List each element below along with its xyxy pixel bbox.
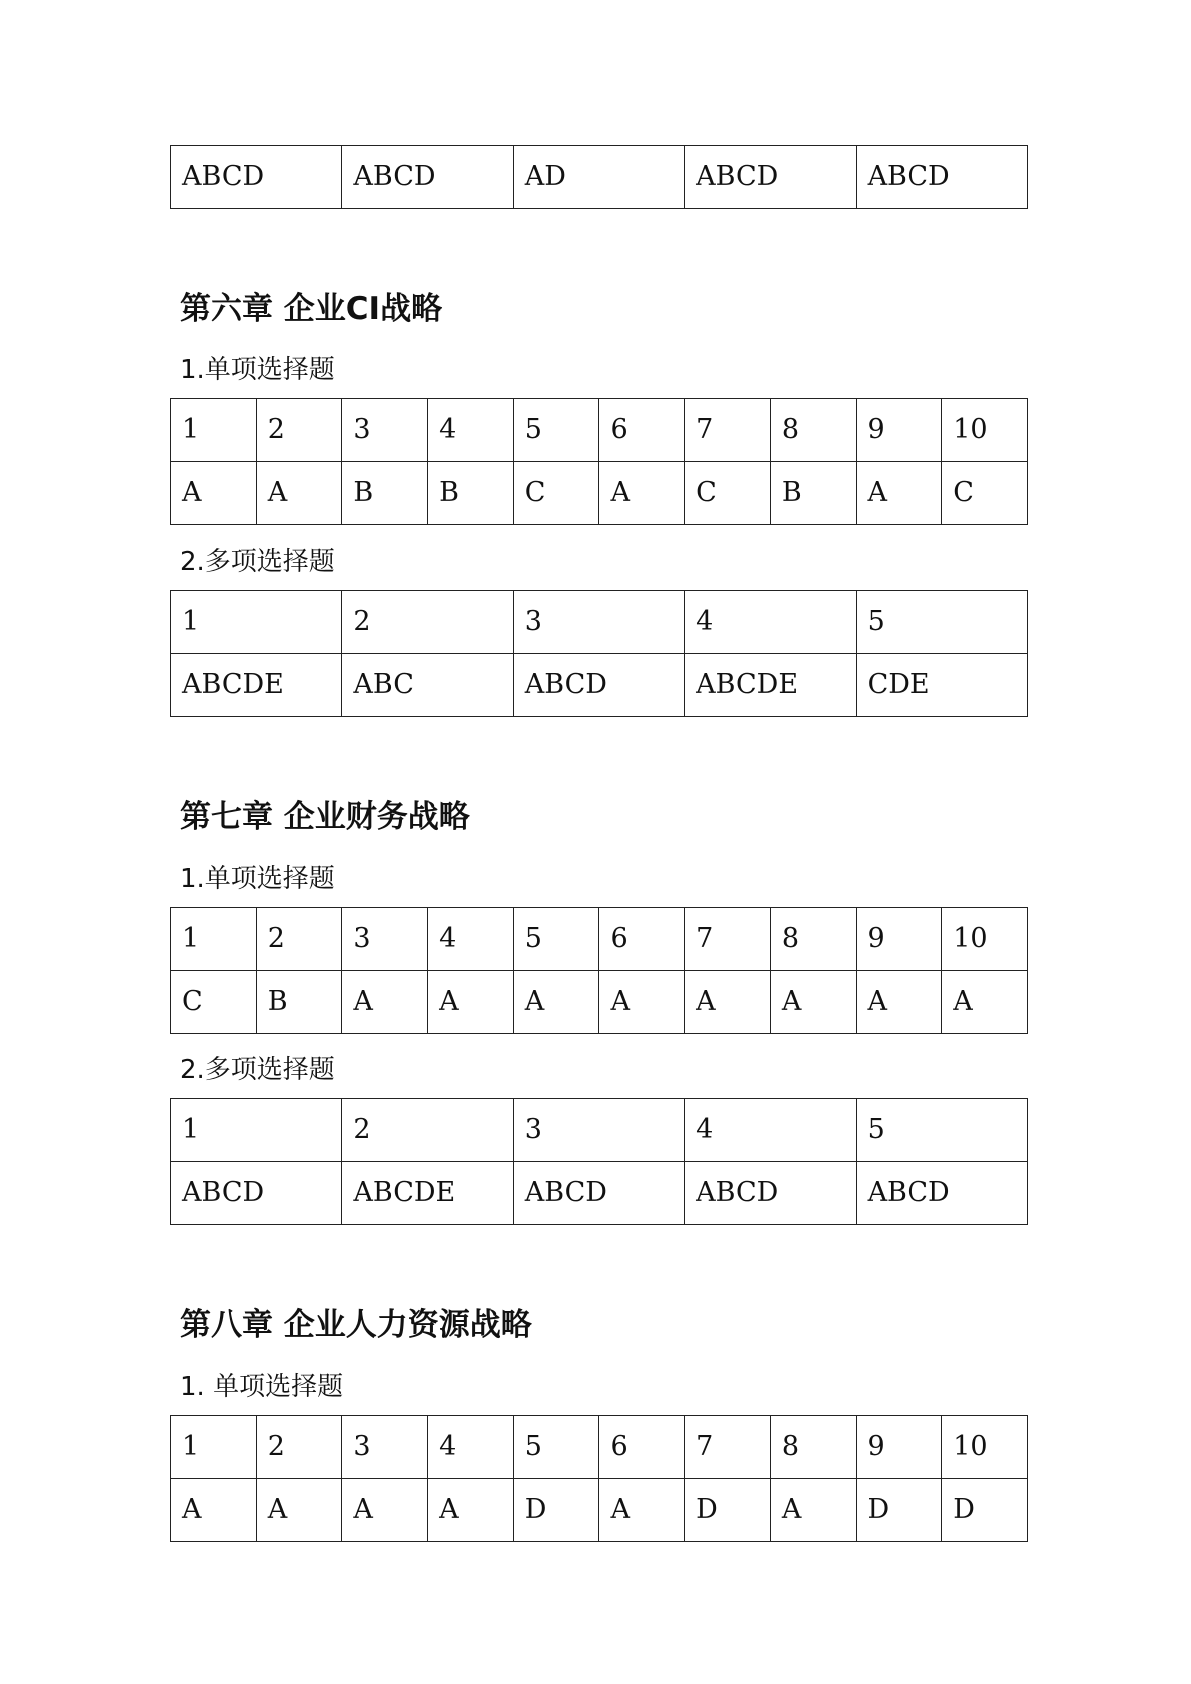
answer-cell: ABCD [856,1162,1027,1225]
answer-cell: A [342,1479,428,1542]
section-label: 2.多项选择题 [180,1055,335,1085]
table-row [171,1099,1028,1162]
answer-cell: C [685,462,771,525]
question-number: 3 [342,908,428,971]
question-number: 8 [770,1416,856,1479]
section-label: 1.单项选择题 [180,355,335,385]
table-row [171,1162,1028,1225]
answer-cell: ABCDE [171,654,342,717]
answer-cell: ABC [342,654,513,717]
question-number: 1 [171,591,342,654]
answer-cell: C [513,462,599,525]
question-number: 4 [685,1099,856,1162]
question-number: 2 [342,1099,513,1162]
question-number: 9 [856,399,942,462]
answer-cell: D [685,1479,771,1542]
answer-cell: A [770,1479,856,1542]
answer-cell: B [428,462,514,525]
question-number: 3 [513,591,684,654]
answer-cell: A [256,462,342,525]
answer-cell: ABCD [513,1162,684,1225]
table-cell: AD [513,146,684,209]
section-label: 1. 单项选择题 [180,1372,344,1402]
question-number: 6 [599,1416,685,1479]
answer-cell: B [256,971,342,1034]
ch7-single-choice-table [170,907,1028,1034]
answer-cell: A [856,971,942,1034]
question-number: 1 [171,908,257,971]
question-number: 3 [513,1099,684,1162]
answer-cell: A [599,462,685,525]
table-row [171,591,1028,654]
question-number: 6 [599,399,685,462]
answer-cell: D [513,1479,599,1542]
answer-cell: ABCD [513,654,684,717]
question-number: 3 [342,399,428,462]
answer-cell: C [942,462,1028,525]
answer-cell: A [171,1479,257,1542]
table-cell: ABCD [856,146,1027,209]
table-cell: ABCD [342,146,513,209]
section-label: 2.多项选择题 [180,547,335,577]
ch6-multi-choice-table [170,590,1028,717]
ch7-multi-choice-table [170,1098,1028,1225]
question-number: 5 [856,591,1027,654]
answer-cell: A [342,971,428,1034]
question-number: 4 [428,908,514,971]
question-number: 1 [171,1099,342,1162]
question-number: 8 [770,908,856,971]
answer-cell: A [171,462,257,525]
question-number: 7 [685,399,771,462]
ch6-single-choice-table [170,398,1028,525]
answer-cell: ABCDE [342,1162,513,1225]
answer-cell: D [942,1479,1028,1542]
ch5-multi-choice-answer-table [170,145,1028,209]
answer-cell: ABCD [685,1162,856,1225]
question-number: 2 [256,399,342,462]
answer-cell: A [942,971,1028,1034]
answer-cell: C [171,971,257,1034]
table-cell: ABCD [685,146,856,209]
question-number: 10 [942,399,1028,462]
question-number: 1 [171,399,257,462]
chapter-title: 第六章 企业CI战略 [180,291,443,327]
question-number: 6 [599,908,685,971]
answer-cell: D [856,1479,942,1542]
table-row [171,462,1028,525]
question-number: 10 [942,1416,1028,1479]
question-number: 4 [428,399,514,462]
question-number: 4 [428,1416,514,1479]
answer-cell: ABCDE [685,654,856,717]
answer-cell: B [342,462,428,525]
chapter-title: 第八章 企业人力资源战略 [180,1307,532,1343]
answer-cell: ABCD [171,1162,342,1225]
table-row [171,1479,1028,1542]
table-row [171,146,1028,209]
answer-cell: A [599,1479,685,1542]
chapter-title: 第七章 企业财务战略 [180,799,470,835]
table-row [171,399,1028,462]
table-cell: ABCD [171,146,342,209]
answer-cell: A [513,971,599,1034]
answer-cell: A [428,971,514,1034]
question-number: 9 [856,908,942,971]
table-row [171,971,1028,1034]
answer-cell: A [256,1479,342,1542]
table-row [171,654,1028,717]
question-number: 5 [513,1416,599,1479]
answer-cell: A [599,971,685,1034]
answer-cell: A [428,1479,514,1542]
question-number: 9 [856,1416,942,1479]
ch8-single-choice-table [170,1415,1028,1542]
answer-cell: A [770,971,856,1034]
question-number: 2 [256,1416,342,1479]
table-row [171,908,1028,971]
question-number: 5 [856,1099,1027,1162]
answer-cell: B [770,462,856,525]
question-number: 2 [256,908,342,971]
question-number: 5 [513,908,599,971]
section-label: 1.单项选择题 [180,864,335,894]
table-row [171,1416,1028,1479]
question-number: 5 [513,399,599,462]
answer-cell: A [856,462,942,525]
question-number: 7 [685,908,771,971]
question-number: 8 [770,399,856,462]
question-number: 3 [342,1416,428,1479]
question-number: 4 [685,591,856,654]
question-number: 10 [942,908,1028,971]
answer-cell: CDE [856,654,1027,717]
answer-cell: A [685,971,771,1034]
question-number: 1 [171,1416,257,1479]
question-number: 2 [342,591,513,654]
question-number: 7 [685,1416,771,1479]
